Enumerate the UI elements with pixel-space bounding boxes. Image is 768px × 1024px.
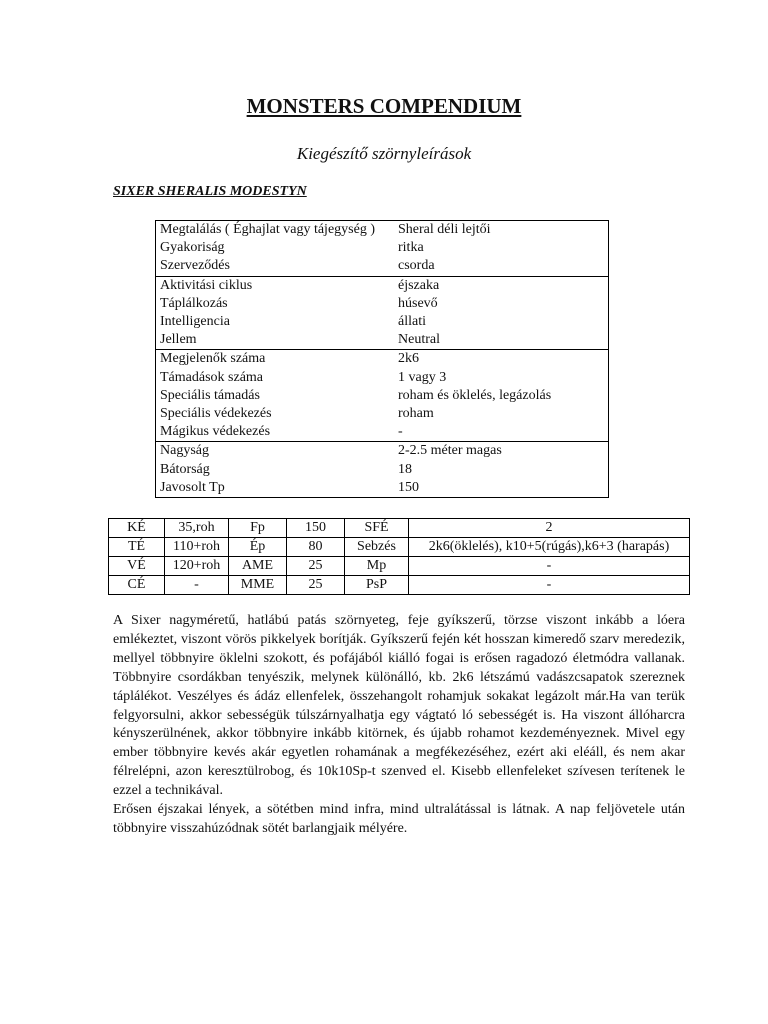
info-row	[156, 479, 609, 498]
info-label: Gyakoriság	[160, 240, 225, 256]
stat-label: PsP	[345, 576, 409, 595]
info-value: 1 vagy 3	[398, 369, 447, 385]
info-label: Nagyság	[156, 442, 395, 461]
info-label: Speciális védekezés	[160, 406, 272, 422]
info-value: állati	[398, 314, 426, 330]
stat-value: -	[409, 557, 690, 576]
stat-value: 120+roh	[165, 557, 229, 576]
info-value: 150	[398, 479, 419, 495]
info-value: roham és öklelés, legázolás	[398, 387, 552, 403]
document-subtitle: Kiegészítő szörnyleírások	[296, 144, 472, 163]
info-label: Támadások száma	[160, 369, 264, 385]
info-label: Mágikus védekezés	[160, 424, 271, 440]
stat-value: 150	[287, 519, 345, 538]
description-paragraph: A Sixer nagyméretű, hatlábú patás szörnyeteg, feje gyíkszerű, törzse viszont inkább a lóera emlékeztet, viszont vörös pikkelyek borítják. Gyíkszerű fején két hosszan kimeredő szarv meredezik, mellyel többnyire öklelni szokott, és pofájából kiálló fogai is erősen ragadozó életmódra vallanak. Többnyire csordákban tenyészik, melynek különálló, kb. 2k6 létszámú vadászcsapatok szereznek táplálékot. Veszélyes és ádáz ellenfelek, összehangolt rohamjuk sokakat legázolt már.Ha van terük felgyorsulni, akkor sebességük túlszárnyalhatja egy vágtató ló sebességét is. Ha viszont állóharcra kényszerülnének, akkor többnyire inkább kitörnek, és újabb rohamot kezdeményeznek. Mivel egy ember többnyire kevés akár egyetlen rohamának a megfékezéséhez, ezért aki eléáll, és nem akar félrelépni, azon keresztülrobog, és 10k10Sp-t szenved el. Kisebb ellenfeleket szívesen terítenek le ezzel a technikával.	[113, 613, 685, 799]
info-label: Speciális támadás	[160, 387, 260, 403]
stat-value: 2k6(öklelés), k10+5(rúgás),k6+3 (harapás)	[409, 538, 690, 557]
stat-value: -	[409, 576, 690, 595]
info-row	[156, 423, 609, 442]
stat-value: 35,roh	[165, 519, 229, 538]
info-label: Megtalálás ( Éghajlat vagy tájegység )	[160, 222, 375, 237]
info-label: Bátorság	[160, 461, 210, 477]
info-value: 18	[398, 461, 412, 477]
stat-value: 80	[287, 538, 345, 557]
info-row	[156, 405, 609, 423]
info-label: Megjelenők száma	[156, 350, 395, 369]
info-value: csorda	[398, 258, 435, 274]
stat-label: VÉ	[109, 557, 165, 576]
info-row	[156, 295, 609, 313]
info-row	[156, 331, 609, 350]
info-value: húsevő	[398, 295, 438, 311]
stat-label: SFÉ	[345, 519, 409, 538]
stat-value: 25	[287, 576, 345, 595]
stat-row	[109, 519, 690, 538]
info-label: Aktivitási ciklus	[156, 276, 395, 295]
info-value: éjszaka	[394, 276, 609, 295]
description-paragraph: Erősen éjszakai lények, a sötétben mind infra, mind ultralátással is látnak. A nap feljövetele után többnyire visszahúzódnak sötét barlangjaik mélyére.	[113, 802, 685, 836]
stat-value: 2	[409, 519, 690, 538]
stat-value: 25	[287, 557, 345, 576]
info-row	[156, 442, 609, 461]
info-value: roham	[398, 406, 434, 422]
info-row	[156, 369, 609, 387]
stat-row	[109, 538, 690, 557]
stat-label: Ép	[229, 538, 287, 557]
info-row	[156, 350, 609, 369]
stat-label: KÉ	[109, 519, 165, 538]
stat-row	[109, 557, 690, 576]
info-value: 2-2.5 méter magas	[394, 442, 609, 461]
info-label: Jellem	[160, 332, 197, 348]
info-value: 2k6	[394, 350, 609, 369]
info-value: Sheral déli lejtői	[398, 222, 491, 237]
stat-value: 110+roh	[165, 538, 229, 557]
stat-row	[109, 576, 690, 595]
info-label: Javosolt Tp	[160, 479, 225, 495]
stat-label: AME	[229, 557, 287, 576]
stat-label: TÉ	[109, 538, 165, 557]
stat-label: MME	[229, 576, 287, 595]
monster-name-heading: SIXER SHERALIS MODESTYN	[113, 184, 307, 199]
info-row	[156, 221, 609, 240]
info-row	[156, 257, 609, 276]
info-label: Táplálkozás	[160, 295, 228, 311]
info-value: -	[398, 424, 403, 440]
info-label: Intelligencia	[160, 314, 230, 330]
combat-stats-table	[108, 518, 690, 595]
stat-value: -	[165, 576, 229, 595]
info-value: ritka	[398, 240, 424, 256]
stat-label: Mp	[345, 557, 409, 576]
stat-label: Sebzés	[345, 538, 409, 557]
info-row	[156, 313, 609, 331]
info-value: Neutral	[398, 332, 440, 348]
stat-label: CÉ	[109, 576, 165, 595]
info-row	[156, 239, 609, 257]
info-row	[156, 461, 609, 479]
stat-label: Fp	[229, 519, 287, 538]
info-row	[156, 276, 609, 295]
document-title: MONSTERS COMPENDIUM	[246, 94, 522, 118]
monster-info-table	[155, 220, 609, 498]
info-label: Szerveződés	[160, 258, 230, 274]
monster-description	[113, 612, 685, 839]
info-row	[156, 387, 609, 405]
